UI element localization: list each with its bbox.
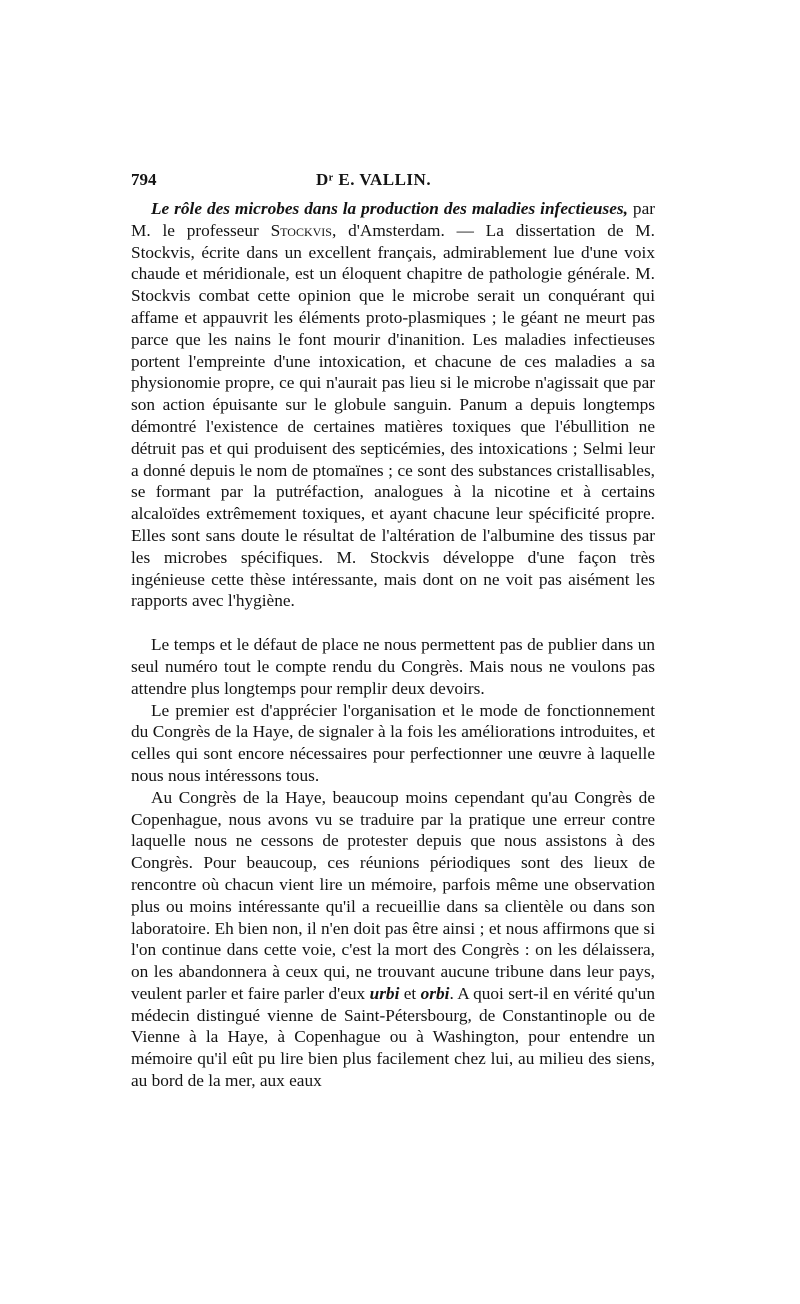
paragraph-text: Au Congrès de la Haye, beaucoup moins cependant qu'au Congrès de Copenhague, nous avons vu se traduire par la pratique une erreur contre laquelle nous ne cessons de protester depuis que nous assistons à des Congrès. Pour beaucoup, ces réunions périodiques sont des lieux de rencontre où chacun vient lire un mémoire, parfois même une observation plus ou moins intéressante qu'il a recueillie dans sa clientèle ou dans son laboratoire. Eh bien non, il n'en doit pas être ainsi ; et nous affirmons que si l'on continue dans cette voie, c'est la mort des Congrès : on les délaissera, on les abandonnera à ceux qui, ne trouvant aucune tribune dans leur pays, veulent parler et faire parler d'eux	[131, 787, 655, 1003]
section-title: Le rôle des microbes dans la production des maladies infectieuses,	[151, 199, 628, 218]
paragraph-stockvis	[131, 198, 655, 612]
latin-term: orbi	[420, 983, 450, 1003]
paragraph-text: , d'Amsterdam. — La dissertation de M. Stockvis, écrite dans un excellent français, admirablement lue d'une voix chaude et méridionale, est un éloquent chapitre de pathologie générale. M. Stockvis combat cette opinion que le microbe serait un conquérant qui affame et appauvrit les éléments proto-plasmiques ; le géant ne meurt pas parce que les nains le font mourir d'inanition. Les maladies infectieuses portent l'empreinte d'une intoxication, et chacune de ces maladies a sa physionomie propre, ce qui n'aurait pas lieu si le microbe n'agissait que par son action épuisante sur le globule sanguin. Panum a depuis longtemps démontré l'existence de certaines matières toxiques que l'ébullition ne détruit pas et qui produisent des septicémies, des intoxications ; Selmi leur a donné depuis le nom de ptomaïnes ; ce sont des substances cristallisables, se formant par la putréfaction, analogues à la nicotine et à certains alcaloïdes extrêmement toxiques, et ayant chacune leur spécificité propre. Elles sont sans doute le résultat de l'altération de l'albumine des tissus par les microbes spécifiques. M. Stockvis développe d'une façon très ingénieuse cette thèse intéressante, mais dont on ne voit pas aisément les rapports avec l'hygiène.	[131, 220, 655, 611]
page-number: 794	[131, 170, 157, 189]
book-page	[131, 170, 655, 1092]
author-name: Stockvis	[270, 220, 332, 240]
section-break	[131, 612, 655, 634]
paragraph-text: . A quoi sert-il en vérité qu'un médecin distingué vienne de Saint-Pétersbourg, de Constantinople ou de Vienne à la Haye, à Copenhague ou à Washington, pour entendre un mémoire qu'il eût pu lire bien plus facilement chez lui, au milieu des siens, au bord de la mer, aux eaux	[131, 983, 655, 1091]
paragraph-text: et	[399, 983, 421, 1003]
paragraph-organisation: Le premier est d'apprécier l'organisation et le mode de fonctionnement du Congrès de la Haye, de signaler à la fois les améliorations introduites, et celles qui sont encore nécessaires pour perfectionner une œuvre à laquelle nous nous intéressons tous.	[131, 700, 655, 785]
paragraph-publication: Le temps et le défaut de place ne nous permettent pas de publier dans un seul numéro tout le compte rendu du Congrès. Mais nous ne voulons pas attendre plus longtemps pour remplir deux devoirs.	[131, 635, 655, 698]
paragraph-text: par M. le professeur	[131, 199, 655, 240]
latin-term: urbi	[369, 983, 400, 1003]
paragraph-congres-haye	[131, 787, 655, 1092]
running-title: Dʳ E. VALLIN.	[316, 170, 432, 189]
running-head	[131, 170, 655, 196]
